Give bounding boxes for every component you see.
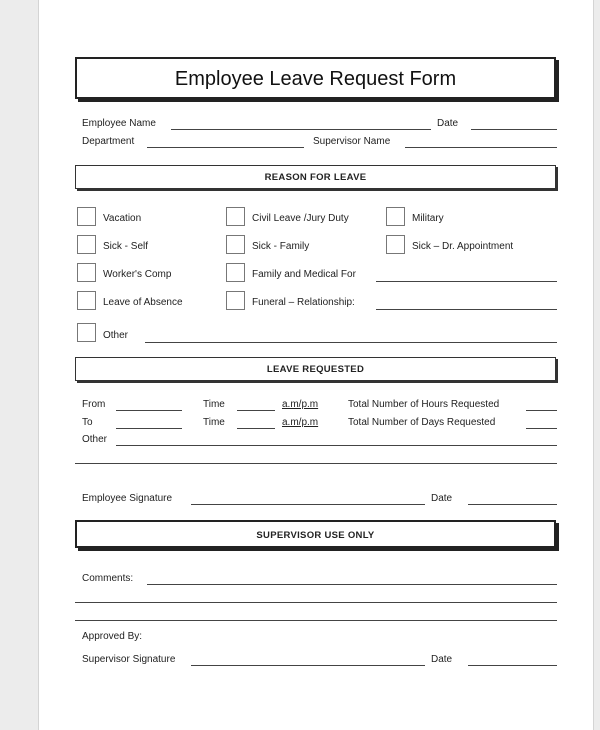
family-medical-checkbox[interactable] [226, 263, 245, 282]
leave-other-line-2 [75, 463, 557, 464]
total-days-field[interactable] [526, 415, 557, 429]
supervisor-signature-field[interactable] [191, 652, 425, 666]
employee-signature-field[interactable] [191, 491, 425, 505]
comments-field[interactable] [147, 571, 557, 585]
comments-label: Comments: [82, 573, 134, 584]
date-field[interactable] [471, 116, 557, 130]
civil-leave-label: Civil Leave /Jury Duty [252, 213, 349, 224]
sick-family-label: Sick - Family [252, 241, 310, 252]
leave-absence-label: Leave of Absence [103, 297, 183, 308]
total-days-label: Total Number of Days Requested [348, 417, 496, 428]
employee-name-field[interactable] [171, 116, 431, 130]
comments-line-3 [75, 620, 557, 621]
other-checkbox[interactable] [77, 323, 96, 342]
employee-sig-date-field[interactable] [468, 491, 557, 505]
supervisor-heading-box [75, 520, 556, 548]
vacation-label: Vacation [103, 213, 142, 224]
supervisor-heading: SUPERVISOR USE ONLY [256, 530, 375, 541]
from-label: From [82, 399, 106, 410]
funeral-field[interactable] [376, 296, 557, 310]
date-label: Date [437, 118, 459, 129]
military-label: Military [412, 213, 444, 224]
from-field[interactable] [116, 397, 182, 411]
total-hours-field[interactable] [526, 397, 557, 411]
leave-absence-checkbox[interactable] [77, 291, 96, 310]
supervisor-sig-date-label: Date [431, 654, 453, 665]
other-reason-field[interactable] [145, 329, 557, 343]
workers-comp-label: Worker's Comp [103, 269, 172, 280]
to-field[interactable] [116, 415, 182, 429]
leave-heading: LEAVE REQUESTED [266, 364, 365, 375]
total-hours-label: Total Number of Hours Requested [348, 399, 500, 410]
comments-line-2 [75, 602, 557, 603]
funeral-label: Funeral – Relationship: [252, 297, 355, 308]
supervisor-sig-date-field[interactable] [468, 652, 557, 666]
other-label: Other [103, 330, 129, 341]
to-label: To [82, 417, 93, 428]
military-checkbox[interactable] [386, 207, 405, 226]
supervisor-name-label: Supervisor Name [313, 136, 391, 147]
civil-leave-checkbox[interactable] [226, 207, 245, 226]
sick-dr-label: Sick – Dr. Appointment [412, 241, 514, 252]
reason-heading-box [75, 165, 556, 189]
supervisor-name-field[interactable] [405, 134, 557, 148]
leave-other-field[interactable] [116, 432, 557, 446]
title-box [75, 57, 556, 99]
to-ampm-label: a.m/p.m [282, 417, 319, 428]
from-ampm-label: a.m/p.m [282, 399, 319, 410]
family-medical-field[interactable] [376, 268, 557, 282]
sick-family-checkbox[interactable] [226, 235, 245, 254]
funeral-checkbox[interactable] [226, 291, 245, 310]
workers-comp-checkbox[interactable] [77, 263, 96, 282]
sick-self-checkbox[interactable] [77, 235, 96, 254]
from-time-label: Time [203, 399, 225, 410]
sick-self-label: Sick - Self [103, 241, 149, 252]
department-field[interactable] [147, 134, 304, 148]
leave-other-label: Other [82, 434, 108, 445]
form-page [38, 0, 594, 730]
department-label: Department [82, 136, 135, 147]
form-title: Employee Leave Request Form [174, 68, 457, 90]
to-time-label: Time [203, 417, 225, 428]
reason-heading: REASON FOR LEAVE [264, 172, 367, 183]
vacation-checkbox[interactable] [77, 207, 96, 226]
family-medical-label: Family and Medical For [252, 269, 356, 280]
from-time-field[interactable] [237, 397, 275, 411]
employee-signature-label: Employee Signature [82, 493, 173, 504]
to-time-field[interactable] [237, 415, 275, 429]
employee-sig-date-label: Date [431, 493, 453, 504]
sick-dr-checkbox[interactable] [386, 235, 405, 254]
employee-name-label: Employee Name [82, 118, 156, 129]
approved-by-label: Approved By: [82, 631, 143, 642]
leave-heading-box [75, 357, 556, 381]
supervisor-signature-label: Supervisor Signature [82, 654, 176, 665]
